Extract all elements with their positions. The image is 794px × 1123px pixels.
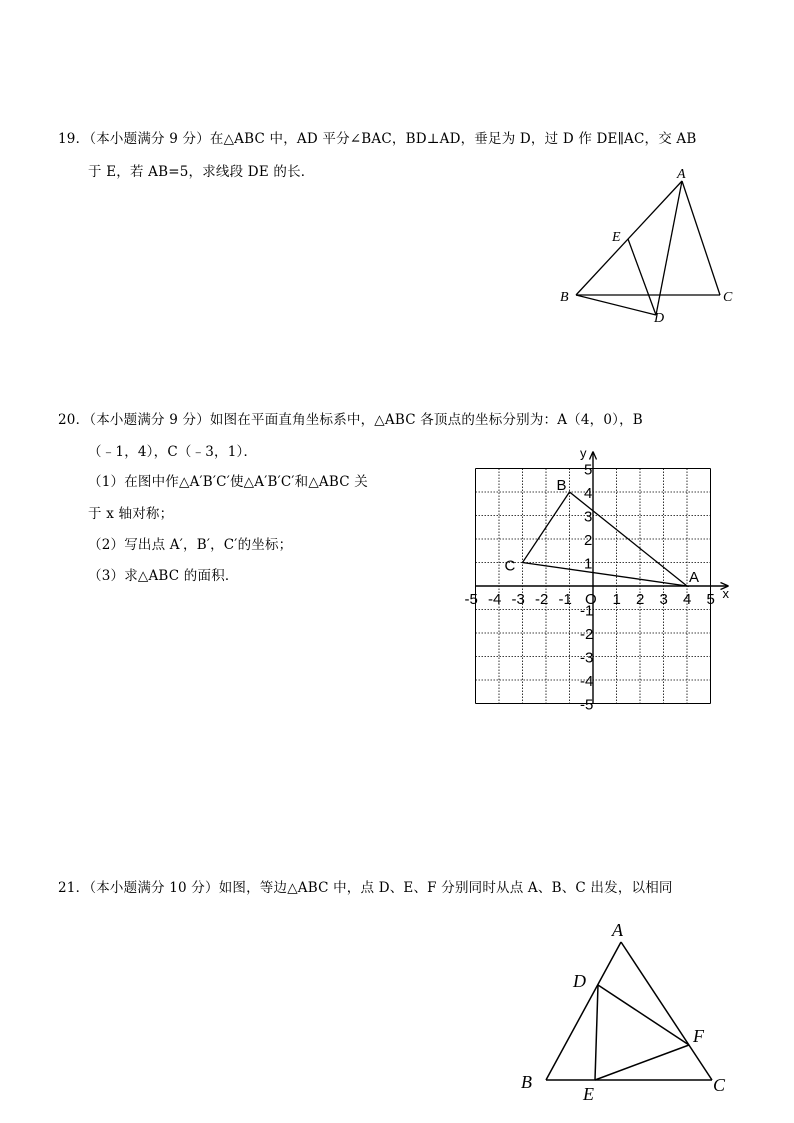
point-label-c: C: [713, 1075, 726, 1095]
q21-equilateral-triangle-figure: [515, 915, 735, 1105]
point-label-a: A: [612, 920, 623, 940]
y-tick-label: 5: [584, 461, 593, 479]
x-tick-label: 1: [612, 591, 621, 608]
x-tick-label: -4: [488, 591, 502, 608]
x-tick-label: 2: [636, 591, 645, 608]
x-tick-label: 3: [659, 591, 668, 608]
x-tick-label: -3: [511, 591, 525, 608]
point-label-d: D: [654, 311, 665, 326]
point-label-b: B: [560, 290, 569, 305]
y-tick-label: 1: [584, 555, 593, 573]
q20-text-line2: （﹣1，4），C（﹣3，1）．: [88, 444, 258, 460]
y-tick-label: 2: [584, 532, 593, 549]
x-tick-label: -5: [464, 591, 478, 608]
q20-item3: （3）求△ABC 的面积．: [88, 568, 239, 584]
segment-de: [628, 239, 656, 315]
x-tick-label: 5: [706, 591, 715, 608]
x-tick-label: -1: [558, 591, 572, 608]
segment-ab: [546, 942, 621, 1080]
point-label-f: F: [693, 1026, 704, 1046]
point-label-c: C: [504, 557, 516, 575]
y-tick-label: -1: [580, 602, 594, 620]
q19-triangle-figure: [550, 160, 750, 330]
x-tick-label: -2: [535, 591, 549, 608]
y-tick-label: 4: [584, 485, 593, 502]
point-label-e: E: [583, 1084, 594, 1104]
point-label-b: B: [556, 477, 567, 494]
point-label-a: A: [677, 167, 686, 182]
q20-item1-line2: 于 x 轴对称；: [88, 506, 174, 522]
q20-item1-line1: （1）在图中作△A′B′C′使△A′B′C′和△ABC 关: [88, 474, 368, 490]
q20-text-line1: 20．（本小题满分 9 分）如图在平面直角坐标系中，△ABC 各顶点的坐标分别为：A（4，0），B: [58, 412, 643, 428]
y-tick-label: -3: [580, 649, 594, 667]
y-tick-label: -5: [580, 696, 594, 714]
y-axis-label: y: [580, 445, 587, 461]
y-tick-label: -2: [580, 626, 594, 643]
segment-ab: [576, 181, 682, 295]
segment-ac: [621, 942, 712, 1080]
origin-label: O: [585, 591, 597, 608]
point-label-c: C: [723, 290, 733, 305]
y-tick-label: 3: [584, 508, 593, 526]
point-label-b: B: [521, 1072, 532, 1092]
q19-text-line1: 19．（本小题满分 9 分）在△ABC 中，AD 平分∠BAC，BD⊥AD，垂足为 D，过 D 作 DE∥AC，交 AB: [58, 131, 697, 147]
y-tick-label: -4: [580, 673, 594, 690]
q19-text-line2: 于 E，若 AB=5，求线段 DE 的长．: [88, 164, 315, 180]
q20-item2: （2）写出点 A′，B′，C′的坐标；: [88, 537, 293, 553]
q21-text-line1: 21．（本小题满分 10 分）如图，等边△ABC 中，点 D、E、F 分别同时从点 A、B、C 出发，以相同: [58, 880, 673, 896]
segment-df: [598, 985, 689, 1045]
q20-coordinate-graph: [460, 440, 740, 720]
point-label-d: D: [573, 971, 586, 991]
segment-ef: [595, 1045, 689, 1080]
point-label-a: A: [689, 569, 700, 586]
x-tick-label: 4: [683, 591, 692, 608]
segment-bd: [576, 295, 656, 315]
segment-de: [595, 985, 598, 1080]
segment-ac: [682, 181, 720, 295]
x-axis-label: x: [722, 586, 729, 601]
point-label-e: E: [612, 230, 621, 245]
